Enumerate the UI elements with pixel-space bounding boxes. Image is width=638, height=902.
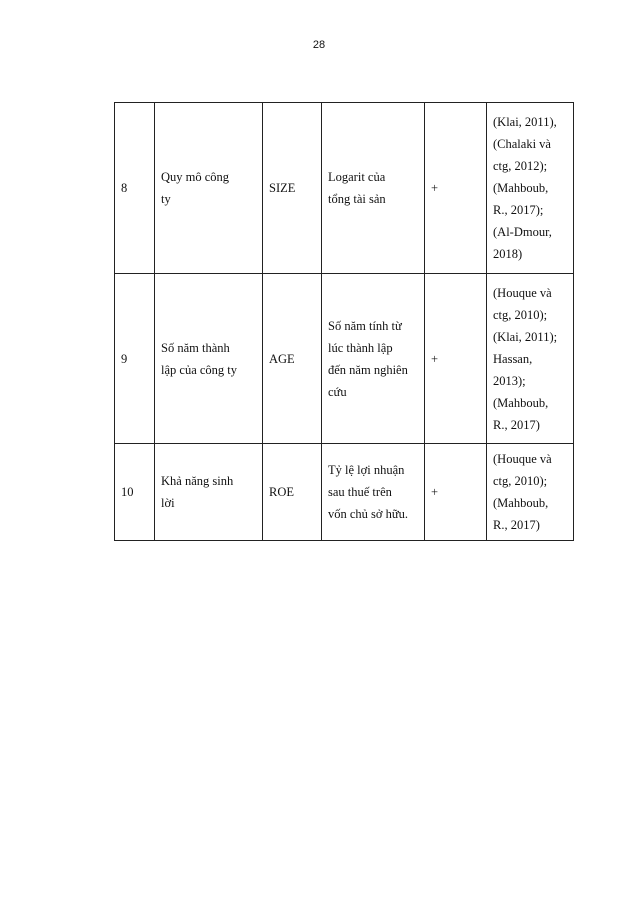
variable-name: Số năm thành lập của công ty	[155, 274, 263, 444]
row-number: 8	[115, 103, 155, 274]
variable-code: ROE	[263, 444, 322, 541]
references: (Houque và ctg, 2010); (Klai, 2011); Hassan, 2013); (Mahboub, R., 2017)	[487, 274, 574, 444]
references: (Klai, 2011), (Chalaki và ctg, 2012); (Mahboub, R., 2017); (Al-Dmour, 2018)	[487, 103, 574, 274]
measurement: Số năm tính từ lúc thành lập đến năm nghiên cứu	[322, 274, 425, 444]
measurement: Tỷ lệ lợi nhuận sau thuế trên vốn chủ sở hữu.	[322, 444, 425, 541]
expected-sign: +	[425, 103, 487, 274]
variable-code: AGE	[263, 274, 322, 444]
variable-code: SIZE	[263, 103, 322, 274]
table-row	[115, 444, 574, 541]
table-row	[115, 274, 574, 444]
references: (Houque và ctg, 2010); (Mahboub, R., 2017)	[487, 444, 574, 541]
expected-sign: +	[425, 444, 487, 541]
row-number: 9	[115, 274, 155, 444]
variable-name: Khả năng sinh lời	[155, 444, 263, 541]
expected-sign: +	[425, 274, 487, 444]
variables-table	[114, 102, 574, 541]
variable-name: Quy mô công ty	[155, 103, 263, 274]
row-number: 10	[115, 444, 155, 541]
measurement: Logarit của tổng tài sản	[322, 103, 425, 274]
table-row	[115, 103, 574, 274]
page-number: 28	[312, 39, 326, 51]
